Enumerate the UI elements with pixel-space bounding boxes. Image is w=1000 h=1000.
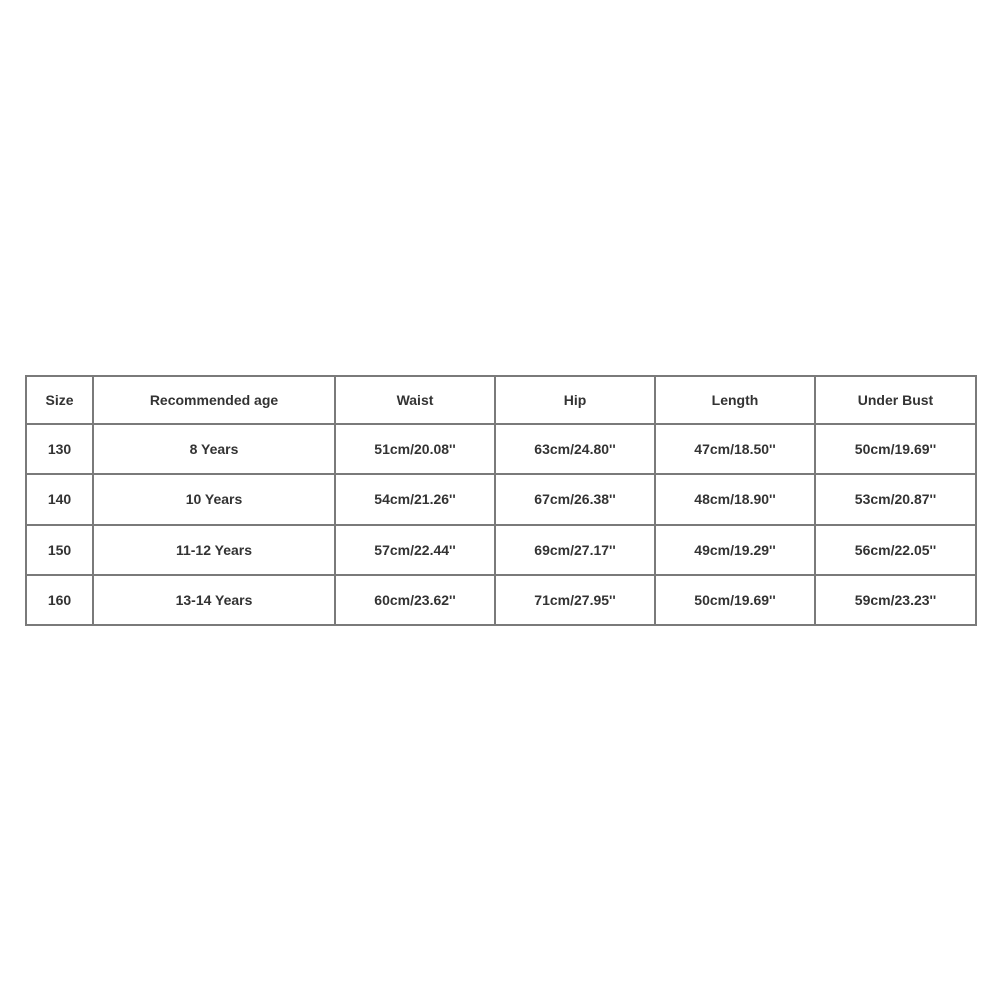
cell-hip: 63cm/24.80'' (495, 424, 655, 474)
table-row (26, 424, 976, 474)
table-row (26, 525, 976, 575)
cell-hip: 69cm/27.17'' (495, 525, 655, 575)
cell-waist: 51cm/20.08'' (335, 424, 495, 474)
cell-length: 48cm/18.90'' (655, 474, 815, 524)
header-size: Size (26, 376, 93, 424)
cell-length: 49cm/19.29'' (655, 525, 815, 575)
cell-waist: 54cm/21.26'' (335, 474, 495, 524)
cell-under-bust: 53cm/20.87'' (815, 474, 976, 524)
header-row (26, 376, 976, 424)
cell-size: 160 (26, 575, 93, 625)
cell-length: 47cm/18.50'' (655, 424, 815, 474)
cell-hip: 71cm/27.95'' (495, 575, 655, 625)
cell-under-bust: 50cm/19.69'' (815, 424, 976, 474)
cell-waist: 57cm/22.44'' (335, 525, 495, 575)
header-recommended-age: Recommended age (93, 376, 335, 424)
header-waist: Waist (335, 376, 495, 424)
cell-waist: 60cm/23.62'' (335, 575, 495, 625)
cell-hip: 67cm/26.38'' (495, 474, 655, 524)
cell-under-bust: 56cm/22.05'' (815, 525, 976, 575)
cell-size: 150 (26, 525, 93, 575)
cell-size: 140 (26, 474, 93, 524)
table-row (26, 474, 976, 524)
header-length: Length (655, 376, 815, 424)
cell-recommended-age: 13-14 Years (93, 575, 335, 625)
cell-under-bust: 59cm/23.23'' (815, 575, 976, 625)
header-under-bust: Under Bust (815, 376, 976, 424)
cell-recommended-age: 8 Years (93, 424, 335, 474)
cell-length: 50cm/19.69'' (655, 575, 815, 625)
cell-recommended-age: 11-12 Years (93, 525, 335, 575)
header-hip: Hip (495, 376, 655, 424)
cell-size: 130 (26, 424, 93, 474)
cell-recommended-age: 10 Years (93, 474, 335, 524)
size-chart-table (25, 375, 977, 626)
table-row (26, 575, 976, 625)
